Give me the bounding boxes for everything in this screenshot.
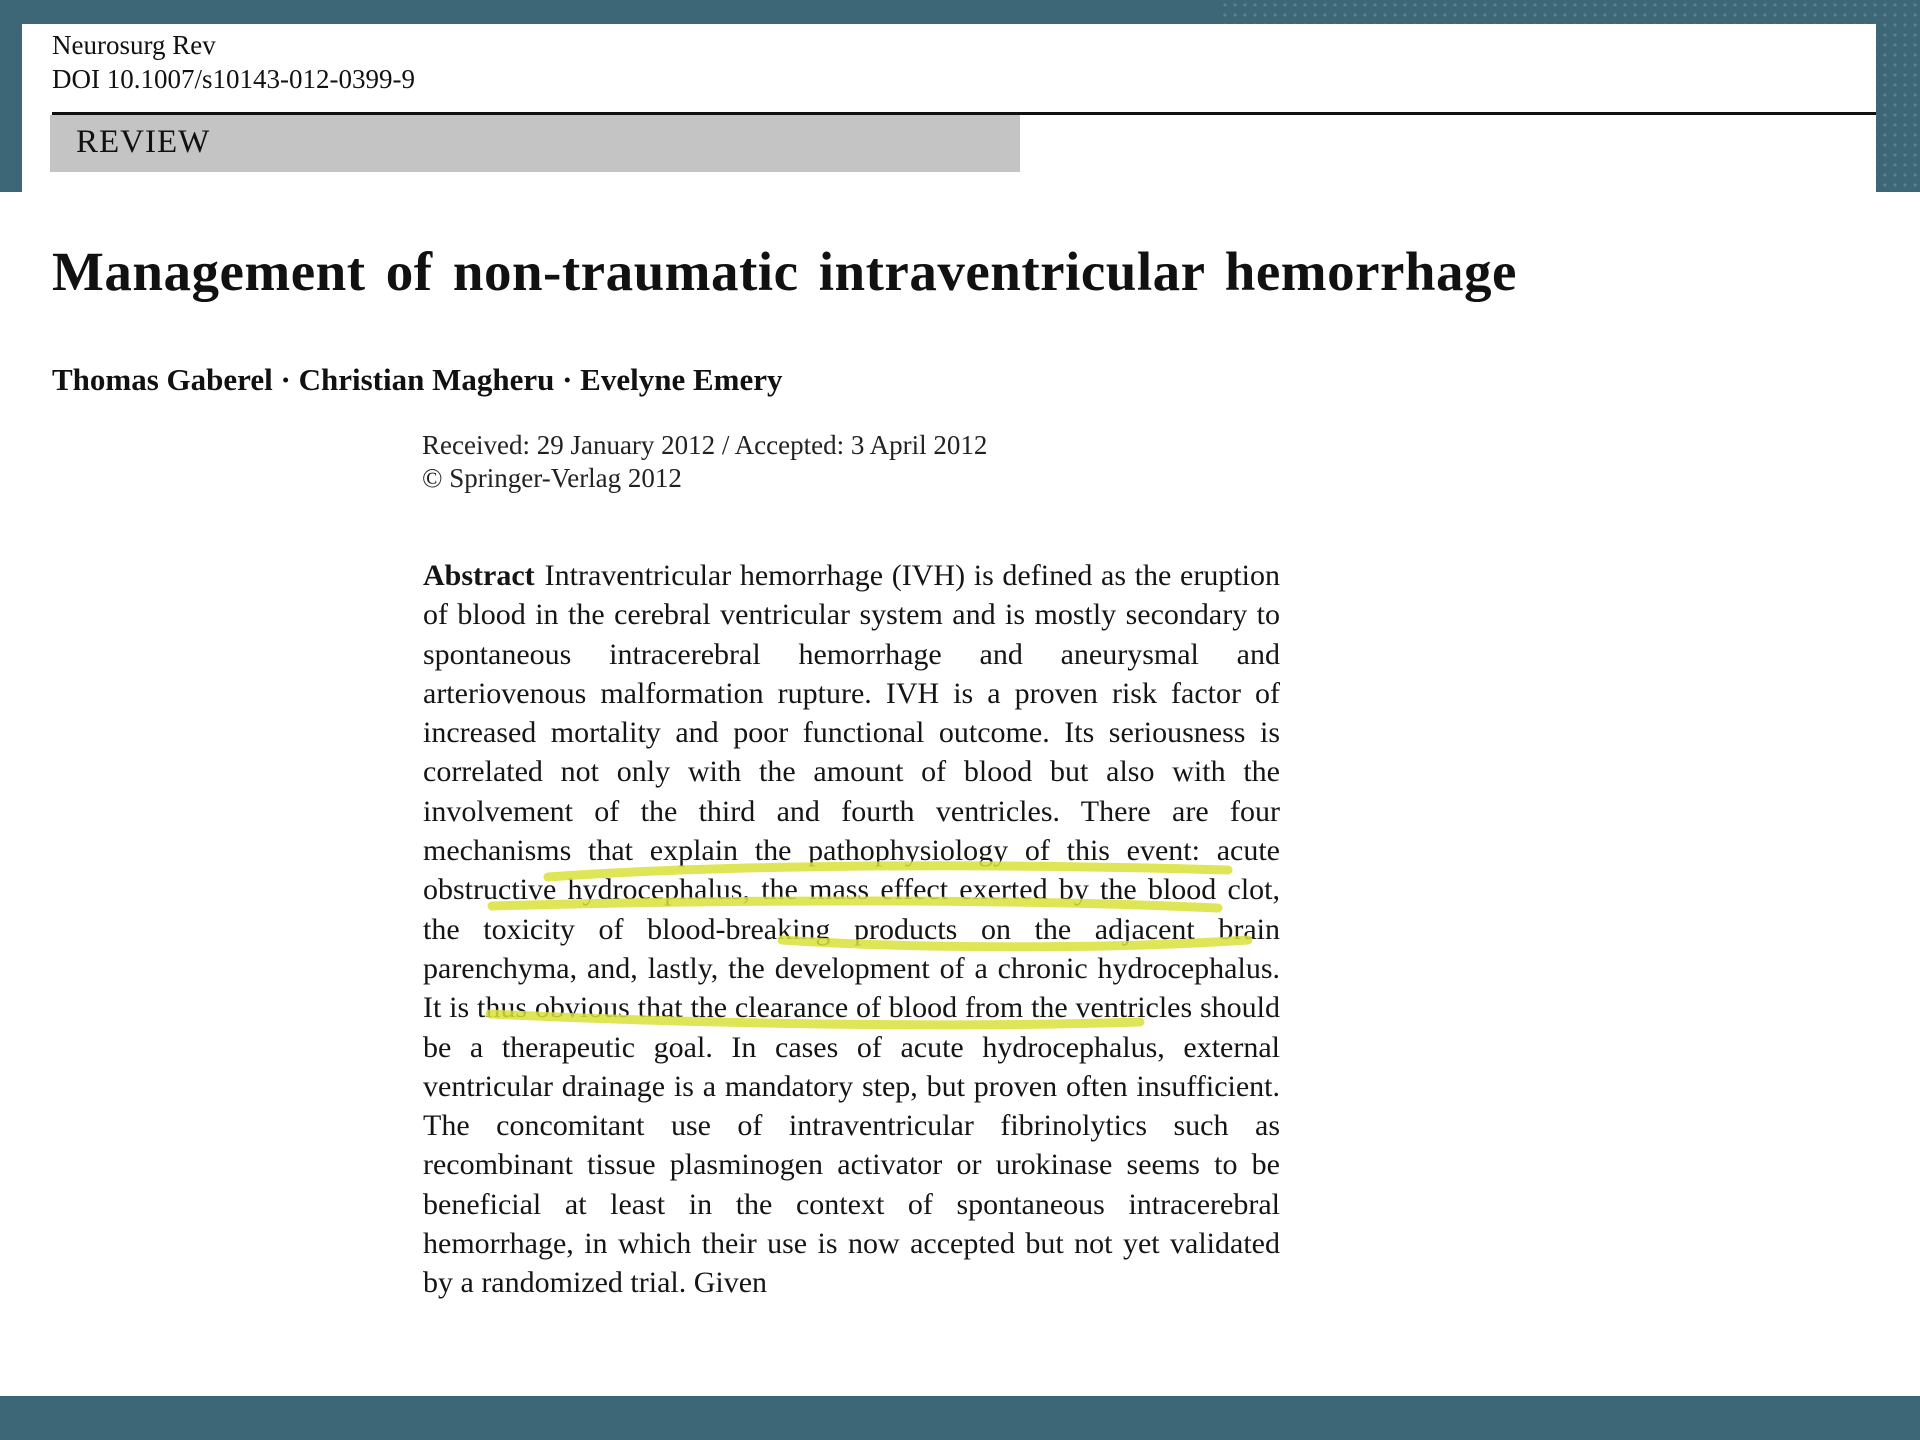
received-accepted-line: Received: 29 January 2012 / Accepted: 3 April 2012: [422, 430, 988, 460]
section-banner: [50, 115, 1020, 172]
abstract-body: Intraventricular hemorrhage (IVH) is defined as the eruption of blood in the cerebral ventricular system and is mostly secondary to spontaneous intracerebral hemorrhage and aneurysmal and arteriovenous malformation rupture. IVH is a proven risk factor of increased mortality and poor functional outcome. Its seriousness is correlated not only with the amount of blood but also with the involvement of the third and fourth ventricles. There are four mechanisms that explain the pathophysiology of this event: acute obstructive hydrocephalus, the mass effect exerted by the blood clot, the toxicity of blood-breaking products on the adjacent brain parenchyma, and, lastly, the development of a chronic hydrocephalus. It is thus obvious that the clearance of blood from the ventricles should be a therapeutic goal. In cases of acute hydrocephalus, external ventricular drainage is a mandatory step, but proven often insufficient. The concomitant use of intraventricular fibrinolytics such as recombinant tissue plasminogen activator or urokinase seems to be beneficial at least in the context of spontaneous intracerebral hemorrhage, in which their use is now accepted but not yet validated by a randomized trial. Given: [423, 559, 1280, 1300]
doi-line: DOI 10.1007/s10143-012-0399-9: [52, 64, 415, 94]
author-list: Thomas Gaberel · Christian Magheru · Evelyne Emery: [52, 362, 783, 397]
slide-frame-bottom: [0, 1396, 1920, 1440]
journal-name: Neurosurg Rev: [52, 30, 216, 60]
abstract-label: Abstract: [423, 559, 535, 592]
publication-dates: [422, 429, 987, 495]
paper-page: [22, 24, 1876, 1396]
copyright-line: © Springer-Verlag 2012: [422, 463, 682, 493]
abstract-block: [423, 556, 1280, 1303]
section-label: REVIEW: [76, 124, 211, 160]
paper-title: Management of non-traumatic intraventricular hemorrhage: [52, 241, 1517, 302]
